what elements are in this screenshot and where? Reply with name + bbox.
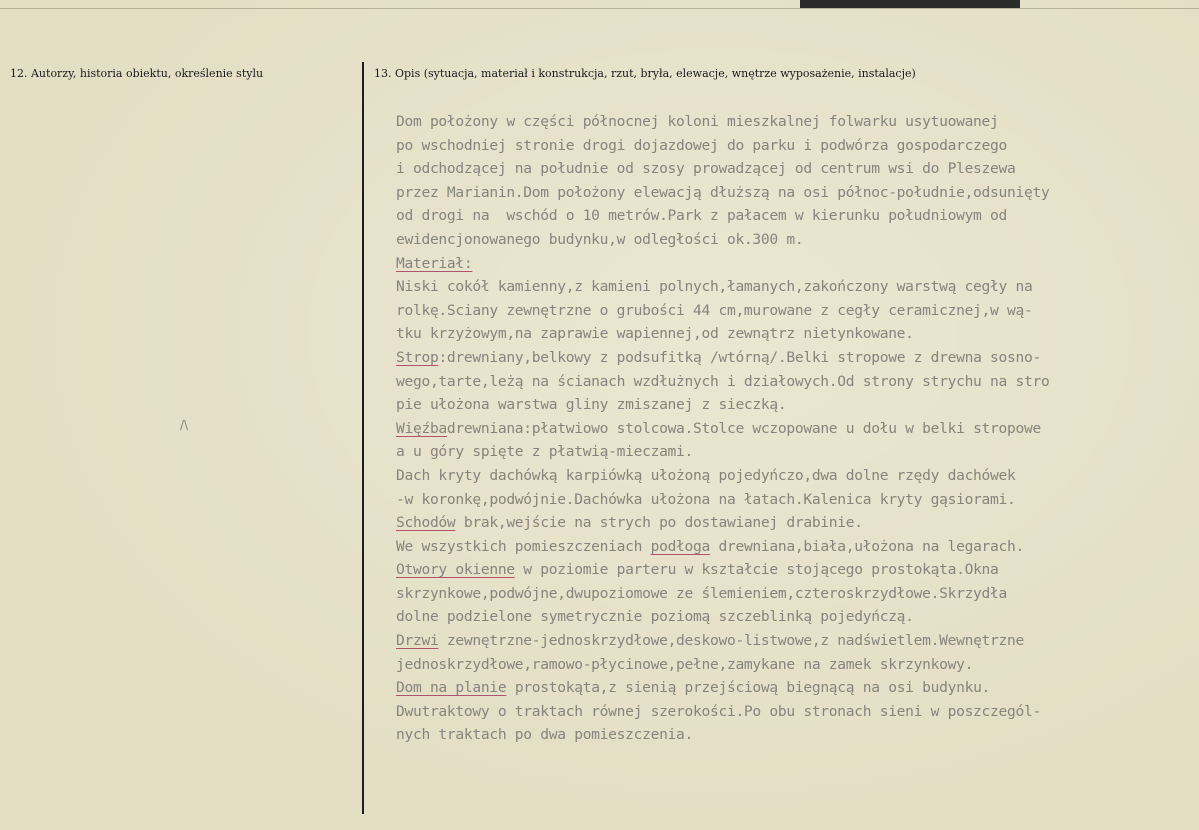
underlined-heading-podloga: podłoga — [650, 537, 710, 555]
underlined-heading-otwory: Otwory okienne — [396, 561, 515, 579]
text-segment: prostokąta,z sienią przejściową biegnącą na osi budynku. — [506, 679, 991, 697]
text-segment: zewnętrzne-jednoskrzydłowe,deskowo-listwowe,z nadświetlem.Wewnętrzne — [438, 632, 1024, 650]
text-line: przez Marianin.Dom położony elewacją dłuższą na osi północ-południe,odsunięty — [396, 183, 1050, 201]
underlined-heading-material: Materiał: — [396, 254, 473, 272]
text-line: skrzynkowe,podwójne,dwupoziomowe ze ślemieniem,czteroskrzydłowe.Skrzydła — [396, 584, 1008, 602]
top-edge-strip — [800, 0, 1020, 8]
text-line — [396, 676, 1186, 700]
text-line: a u góry spięte z płatwią-mieczami. — [396, 443, 694, 461]
text-line — [396, 535, 1186, 559]
text-line: i odchodzącej na południe od szosy prowadzącej od centrum wsi do Pleszewa — [396, 160, 1016, 178]
text-line: od drogi na wschód o 10 metrów.Park z pałacem w kierunku południowym od — [396, 207, 1008, 225]
text-line — [396, 417, 1186, 441]
text-line — [396, 252, 1186, 276]
text-line — [396, 629, 1186, 653]
stray-mark: /\ — [180, 418, 189, 432]
text-line: nych traktach po dwa pomieszczenia. — [396, 726, 694, 744]
text-line: Niski cokół kamienny,z kamieni polnych,łamanych,zakończony warstwą cegły na — [396, 278, 1033, 296]
text-line — [396, 346, 1186, 370]
text-segment: w poziomie parteru w kształcie stojącego prostokąta.Okna — [514, 561, 999, 579]
section-12-header: 12. Autorzy, historia obiektu, określenie stylu — [10, 67, 264, 80]
text-line: wego,tarte,leżą na ścianach wzdłużnych i działowych.Od strony strychu na stro — [396, 372, 1050, 390]
text-segment: We wszystkich pomieszczeniach — [396, 537, 651, 555]
text-line: ewidencjonowanego budynku,w odległości ok.300 m. — [396, 230, 804, 248]
underlined-heading-drzwi: Drzwi — [396, 632, 439, 650]
text-line: -w koronkę,podwójnie.Dachówka ułożona na łatach.Kalenica kryty gąsiorami. — [396, 490, 1016, 508]
underlined-heading-schodow: Schodów — [396, 514, 456, 532]
text-segment: brak,wejście na strych po dostawianej drabinie. — [455, 514, 863, 532]
text-line: dolne podzielone symetrycznie poziomą szczeblinką pojedyńczą. — [396, 608, 914, 626]
text-line: Dwutraktowy o traktach równej szerokości.Po obu stronach sieni w poszczegól- — [396, 702, 1041, 720]
text-segment: :drewniany,belkowy z podsufitką /wtórną/.Belki stropowe z drewna sosno- — [438, 348, 1041, 366]
underlined-heading-wiezba: Więźba — [396, 419, 447, 437]
column-divider — [362, 62, 364, 814]
text-line — [396, 558, 1186, 582]
text-line — [396, 511, 1186, 535]
text-line: jednoskrzydłowe,ramowo-płycinowe,pełne,zamykane na zamek skrzynkowy. — [396, 655, 974, 673]
text-segment: drewniana:płatwiowo stolcowa.Stolce wczopowane u dołu w belki stropowe — [446, 419, 1041, 437]
text-line: Dom położony w części północnej koloni mieszkalnej folwarku usytuowanej — [396, 113, 999, 130]
text-line: tku krzyżowym,na zaprawie wapiennej,od zewnątrz nietynkowane. — [396, 325, 914, 343]
underlined-heading-strop: Strop — [396, 348, 439, 366]
text-line: rolkę.Sciany zewnętrzne o grubości 44 cm,murowane z cegły ceramicznej,w wą- — [396, 301, 1033, 319]
typed-description — [396, 110, 1186, 747]
text-segment: drewniana,biała,ułożona na legarach. — [710, 537, 1024, 555]
text-line: po wschodniej stronie drogi dojazdowej do parku i podwórza gospodarczego — [396, 136, 1008, 154]
top-border-line — [0, 8, 1199, 9]
underlined-heading-dom-na-planie: Dom na planie — [396, 679, 507, 697]
text-line: Dach kryty dachówką karpiówką ułożoną pojedyńczo,dwa dolne rzędy dachówek — [396, 466, 1016, 484]
section-13-header: 13. Opis (sytuacja, materiał i konstrukcja, rzut, bryła, elewacje, wnętrze wyposażenie, instalacje) — [374, 67, 916, 80]
text-line: pie ułożona warstwa gliny zmiszanej z sieczką. — [396, 396, 787, 414]
